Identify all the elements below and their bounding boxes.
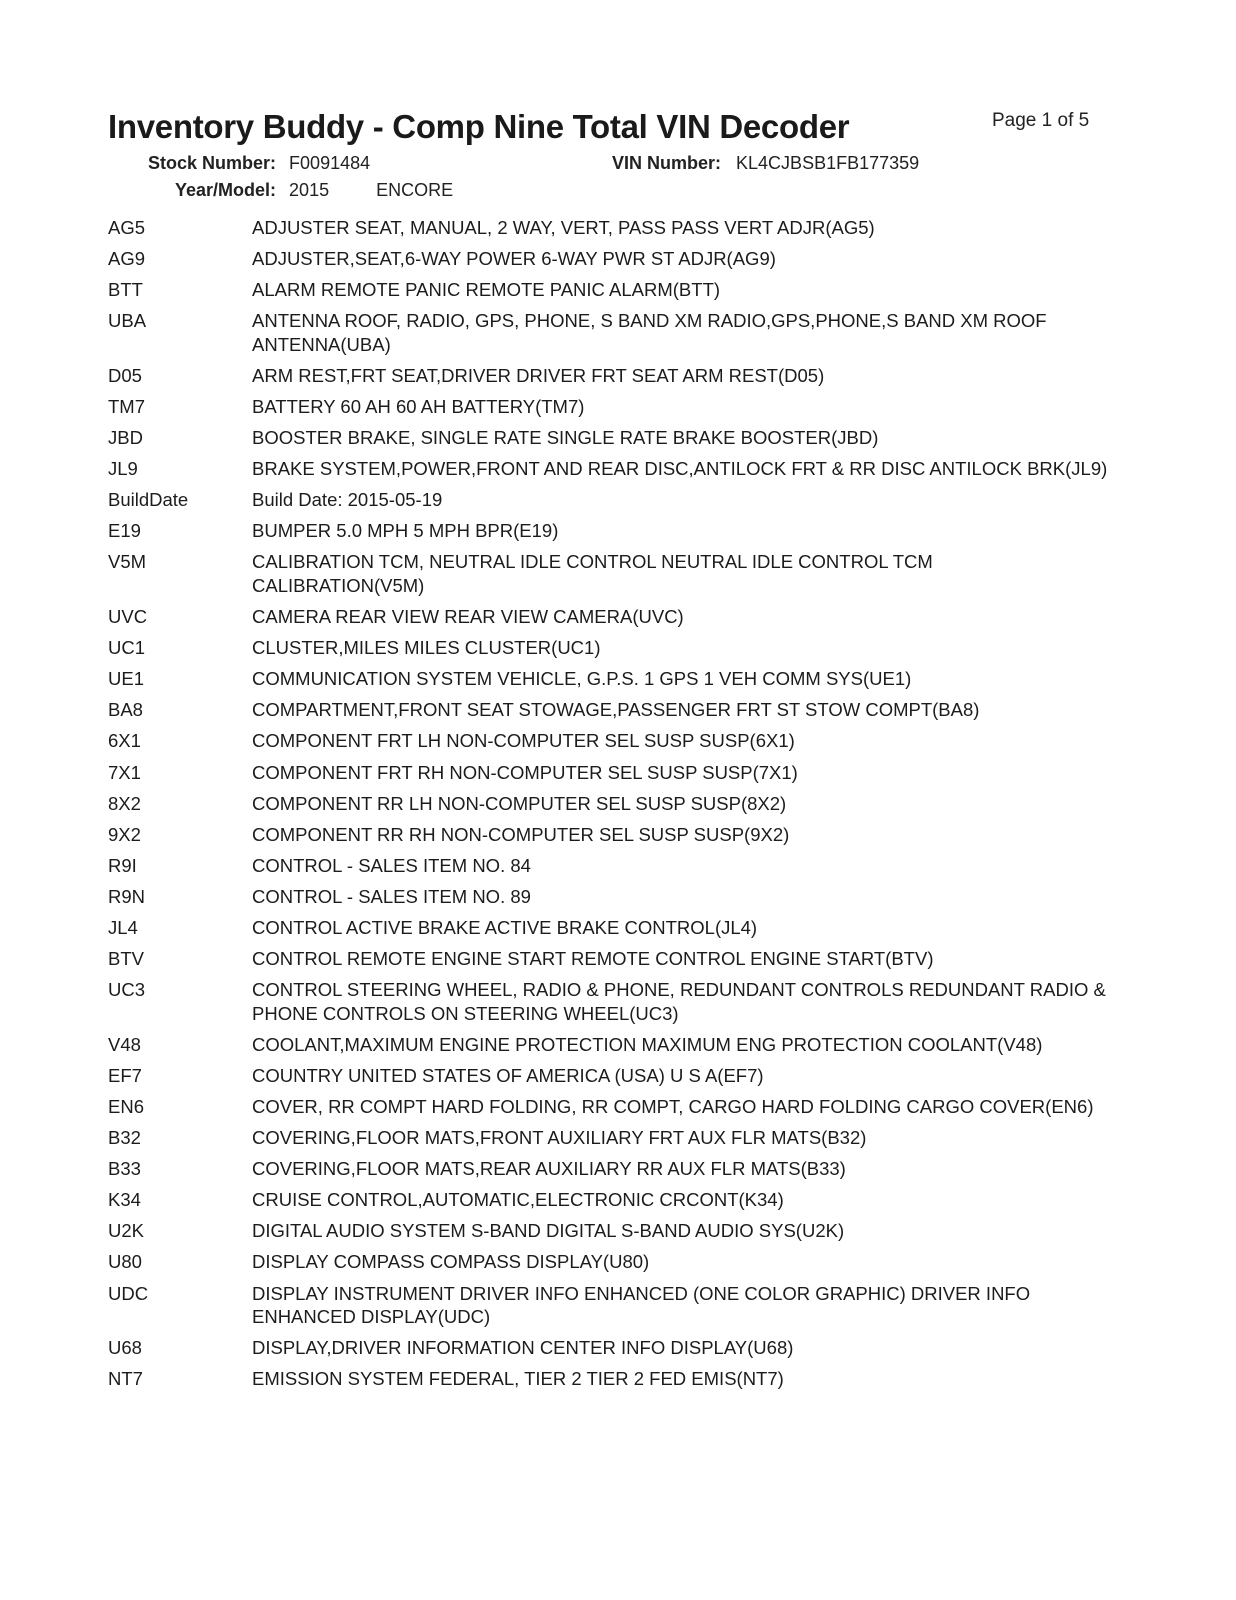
option-code: V5M [108,551,147,573]
list-item [108,1064,1108,1088]
list-item [108,1367,1108,1391]
list-item [108,1033,1108,1057]
option-code: V48 [108,1033,141,1055]
list-item [108,1157,1108,1181]
list-item [108,978,1108,1025]
option-code: UBA [108,310,147,332]
stock-number-label: Stock Number: [148,153,277,173]
option-code: BTT [108,279,143,301]
option-code: BuildDate [108,489,189,511]
option-description: ADJUSTER SEAT, MANUAL, 2 WAY, VERT, PASS PASS VERT ADJR(AG5) [252,217,875,238]
option-description: CRUISE CONTROL,AUTOMATIC,ELECTRONIC CRCONT(K34) [252,1189,784,1211]
option-description: COMPONENT RR LH NON-COMPUTER SEL SUSP SUSP(8X2) [252,792,787,814]
list-item [108,395,1108,419]
list-item [108,519,1108,543]
list-item [108,605,1108,629]
option-code: B32 [108,1127,141,1149]
vin-number-field [612,153,919,174]
document-title: Inventory Buddy - Comp Nine Total VIN Decoder [108,108,850,145]
option-description: CONTROL ACTIVE BRAKE ACTIVE BRAKE CONTROL(JL4) [252,916,758,938]
option-code: U80 [108,1251,142,1273]
list-item [108,278,1108,302]
option-code: UE1 [108,668,144,690]
option-code: AG5 [108,217,146,238]
stock-number-field [148,153,370,174]
option-code: R9I [108,854,137,876]
list-item [108,1282,1108,1329]
option-description: CONTROL - SALES ITEM NO. 84 [252,854,531,876]
page-indicator: Page 1 of 5 [992,110,1090,131]
option-code: AG9 [108,248,146,270]
list-item [108,1188,1108,1212]
list-item [108,698,1108,722]
list-item [108,1219,1108,1243]
option-description: CONTROL - SALES ITEM NO. 89 [252,885,531,907]
list-item [108,457,1108,481]
option-description: BUMPER 5.0 MPH 5 MPH BPR(E19) [252,520,559,542]
option-description: ADJUSTER,SEAT,6-WAY POWER 6-WAY PWR ST ADJR(AG9) [252,248,776,270]
stock-number-value: F0091484 [289,153,371,173]
option-description: ANTENNA ROOF, RADIO, GPS, PHONE, S BAND XM RADIO,GPS,PHONE,S BAND XM ROOF ANTENNA(UBA) [252,310,1047,355]
year-value: 2015 [289,180,330,200]
option-description: CLUSTER,MILES MILES CLUSTER(UC1) [252,637,601,659]
list-item [108,792,1108,816]
option-code: UC1 [108,637,146,659]
option-description: ALARM REMOTE PANIC REMOTE PANIC ALARM(BTT) [252,279,721,301]
option-description: CONTROL REMOTE ENGINE START REMOTE CONTROL ENGINE START(BTV) [252,948,934,970]
list-item [108,550,1108,597]
option-code: 8X2 [108,792,141,814]
option-code: E19 [108,520,141,542]
list-item [108,1126,1108,1150]
option-description: DISPLAY INSTRUMENT DRIVER INFO ENHANCED (ONE COLOR GRAPHIC) DRIVER INFO ENHANCED DISPLAY(UDC) [252,1282,1031,1327]
list-item [108,364,1108,388]
option-description: DISPLAY,DRIVER INFORMATION CENTER INFO DISPLAY(U68) [252,1337,794,1359]
option-description: EMISSION SYSTEM FEDERAL, TIER 2 TIER 2 FED EMIS(NT7) [252,1368,784,1390]
option-code: NT7 [108,1368,143,1390]
option-description: COMPONENT FRT RH NON-COMPUTER SEL SUSP SUSP(7X1) [252,761,798,783]
option-description: Build Date: 2015-05-19 [252,489,443,511]
option-code: JBD [108,427,143,449]
option-description: COMPARTMENT,FRONT SEAT STOWAGE,PASSENGER FRT ST STOW COMPT(BA8) [252,699,980,721]
list-item [108,667,1108,691]
option-code: K34 [108,1189,141,1211]
option-code: U68 [108,1337,142,1359]
option-code: UVC [108,606,148,628]
model-value: ENCORE [376,180,454,200]
list-item [108,885,1108,909]
list-item [108,916,1108,940]
option-description: BOOSTER BRAKE, SINGLE RATE SINGLE RATE BRAKE BOOSTER(JBD) [252,427,879,449]
list-item [108,729,1108,753]
option-description: COUNTRY UNITED STATES OF AMERICA (USA) U S A(EF7) [252,1064,764,1086]
option-description: CALIBRATION TCM, NEUTRAL IDLE CONTROL NEUTRAL IDLE CONTROL TCM CALIBRATION(V5M) [252,551,933,596]
list-item [108,216,1108,240]
option-code: D05 [108,364,142,386]
list-item [108,426,1108,450]
option-description: COMMUNICATION SYSTEM VEHICLE, G.P.S. 1 GPS 1 VEH COMM SYS(UE1) [252,668,912,690]
list-item [108,1250,1108,1274]
option-code: UC3 [108,979,146,1001]
list-item [108,488,1108,512]
option-code: BTV [108,948,144,970]
list-item [108,309,1108,356]
option-code: EN6 [108,1095,144,1117]
option-description: CAMERA REAR VIEW REAR VIEW CAMERA(UVC) [252,606,684,628]
list-item [108,761,1108,785]
option-code: JL4 [108,916,138,938]
vin-number-value: KL4CJBSB1FB177359 [736,153,920,173]
option-code: TM7 [108,395,145,417]
option-code: 6X1 [108,730,141,752]
year-model-label: Year/Model: [175,180,277,200]
list-item [108,636,1108,660]
option-code: BA8 [108,699,143,721]
option-description: DISPLAY COMPASS COMPASS DISPLAY(U80) [252,1251,650,1273]
option-description: BATTERY 60 AH 60 AH BATTERY(TM7) [252,395,585,417]
list-item [108,947,1108,971]
option-code: B33 [108,1158,141,1180]
option-code: U2K [108,1220,144,1242]
option-description: ARM REST,FRT SEAT,DRIVER DRIVER FRT SEAT ARM REST(D05) [252,364,825,386]
year-model-field [175,180,453,201]
option-description: COOLANT,MAXIMUM ENGINE PROTECTION MAXIMUM ENG PROTECTION COOLANT(V48) [252,1033,1043,1055]
list-item [108,1095,1108,1119]
option-description: COVERING,FLOOR MATS,REAR AUXILIARY RR AUX FLR MATS(B33) [252,1158,846,1180]
option-description: COVER, RR COMPT HARD FOLDING, RR COMPT, CARGO HARD FOLDING CARGO COVER(EN6) [252,1095,1094,1117]
option-description: COMPONENT RR RH NON-COMPUTER SEL SUSP SUSP(9X2) [252,823,790,845]
option-code: R9N [108,885,146,907]
option-code: 7X1 [108,761,141,783]
list-item [108,823,1108,847]
option-code-list [108,216,1108,1398]
option-code: EF7 [108,1064,142,1086]
option-code: JL9 [108,458,138,480]
option-code: 9X2 [108,823,141,845]
list-item [108,247,1108,271]
list-item [108,854,1108,878]
option-description: COMPONENT FRT LH NON-COMPUTER SEL SUSP SUSP(6X1) [252,730,795,752]
option-description: COVERING,FLOOR MATS,FRONT AUXILIARY FRT AUX FLR MATS(B32) [252,1127,867,1149]
option-description: DIGITAL AUDIO SYSTEM S-BAND DIGITAL S-BAND AUDIO SYS(U2K) [252,1220,845,1242]
option-description: CONTROL STEERING WHEEL, RADIO & PHONE, REDUNDANT CONTROLS REDUNDANT RADIO & PHONE CONTROLS ON STEERING WHEEL(UC3) [252,979,1106,1024]
option-description: BRAKE SYSTEM,POWER,FRONT AND REAR DISC,ANTILOCK FRT & RR DISC ANTILOCK BRK(JL9) [252,458,1108,480]
vin-number-label: VIN Number: [612,153,722,173]
list-item [108,1336,1108,1360]
option-code: UDC [108,1282,149,1304]
